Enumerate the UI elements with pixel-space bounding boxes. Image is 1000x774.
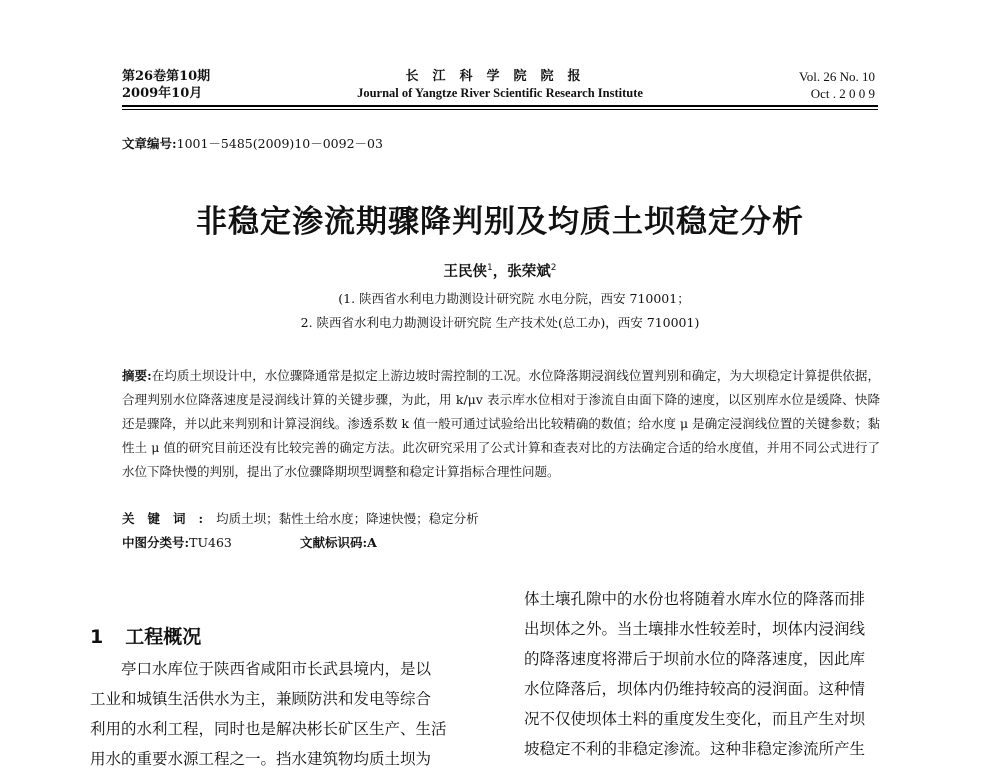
article-number xyxy=(122,134,383,152)
affiliation-2: 2. 陕西省水利电力勘测设计研究院 生产技术处(总工办)，西安 710001) xyxy=(300,315,700,330)
date-en: Oct . 2 0 0 9 xyxy=(810,86,875,101)
body-line: 利用的水利工程，同时也是解决彬长矿区生产、生活 xyxy=(90,720,447,738)
body-right-column xyxy=(524,584,924,764)
journal-name-cn: 长江科学院院报 xyxy=(405,69,595,84)
body-line: 体土壤孔隙中的水份也将随着水库水位的降落而排 xyxy=(524,590,866,608)
paper-title: 非稳定渗流期骤降判别及均质土坝稳定分析 xyxy=(196,204,804,240)
clc-number xyxy=(122,533,232,551)
body-line: 工业和城镇生活供水为主，兼顾防洪和发电等综合 xyxy=(90,690,432,708)
keywords-label: 关键词: xyxy=(122,511,217,526)
article-number-label: 文章编号: xyxy=(122,136,177,151)
header-rule-thin xyxy=(122,109,878,110)
author-1: 王民侠 xyxy=(443,264,488,280)
body-line: 水位降落后，坝体内仍维持较高的浸润面。这种情 xyxy=(524,680,866,698)
date-cn: 2009年10月 xyxy=(122,86,203,101)
body-left-column xyxy=(90,654,500,774)
document-code xyxy=(300,533,377,551)
journal-name xyxy=(330,68,670,102)
journal-name-en: Journal of Yangtze River Scientific Research Institute xyxy=(357,86,643,100)
volume-issue-en: Vol. 26 No. 10 xyxy=(799,69,875,84)
clc-label: 中图分类号: xyxy=(122,535,190,550)
document-code-value: A xyxy=(367,535,377,550)
body-line: 用水的重要水源工程之一。挡水建筑物均质土坝为 xyxy=(90,750,432,768)
header-rule-thick xyxy=(122,105,878,107)
volume-issue-cn: 第26卷第10期 xyxy=(122,69,211,84)
article-number-value: 1001－5485(2009)10－0092－03 xyxy=(176,136,383,151)
abstract xyxy=(122,364,880,484)
keywords-text: 均质土坝；黏性土给水度；降速快慢；稳定分析 xyxy=(216,511,479,526)
abstract-text: 在均质土坝设计中，水位骤降通常是拟定上游边坡时需控制的工况。水位降落期浸润线位置判别和确定，为大坝稳定计算提供依据，合理判别水位降落速度是浸润线计算的关键步骤，为此，用 k/μv 表示库水位相对于渗流自由面下降的速度，以区别库水位是缓降、快降还是骤降，并以此来判别和计算浸润线。渗透系数 k 值一般可通过试验给出比较精确的数值；给水度 μ 是确定浸润线位置的关键参数；黏性土 μ 值的研究目前还没有比较完善的确定方法。此次研究采用了公式计算和查表对比的方法确定合适的给水度值，并用不同公式进行了水位下降快慢的判别，提出了水位骤降期坝型调整和稳定计算指标合理性问题。 xyxy=(122,368,880,479)
body-line: 出坝体之外。当土壤排水性较差时，坝体内浸润线 xyxy=(524,620,866,638)
body-line: 坡稳定不利的非稳定渗流。这种非稳定渗流所产生 xyxy=(524,740,866,758)
keywords xyxy=(122,509,479,527)
author-separator: ， xyxy=(492,264,508,280)
author-1-affil-mark: 1 xyxy=(487,263,493,274)
affiliation-1: (1. 陕西省水利电力勘测设计研究院 水电分院，西安 710001； xyxy=(338,291,690,306)
authors xyxy=(0,260,1000,281)
body-line: 的降落速度将滞后于坝前水位的降落速度，因此库 xyxy=(524,650,866,668)
section-heading xyxy=(90,622,201,649)
document-code-label: 文献标识码: xyxy=(300,535,368,550)
clc-value: TU463 xyxy=(189,535,232,550)
body-line: 况不仅使坝体土料的重度发生变化，而且产生对坝 xyxy=(524,710,866,728)
header-volume-en xyxy=(745,68,875,102)
section-number: 1 xyxy=(90,626,104,648)
author-2-affil-mark: 2 xyxy=(550,263,557,274)
author-2: 张荣斌 xyxy=(507,264,551,280)
header-volume-cn xyxy=(122,68,210,102)
section-title: 工程概况 xyxy=(125,626,202,648)
abstract-label: 摘要: xyxy=(122,368,152,383)
body-line: 亭口水库位于陕西省咸阳市长武县境内，是以 xyxy=(121,660,432,678)
